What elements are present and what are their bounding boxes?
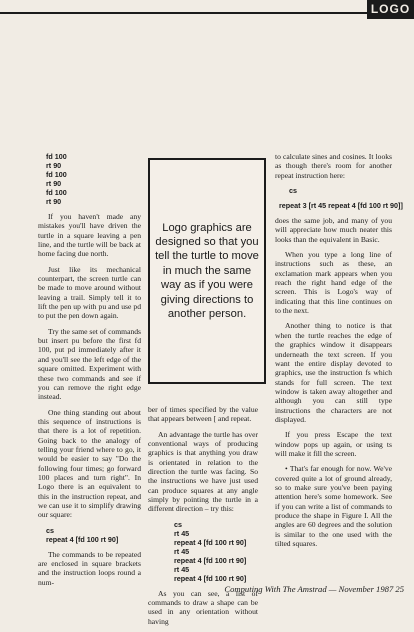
- code-listing-square: [46, 152, 141, 206]
- code-line: rt 90: [46, 197, 62, 206]
- section-badge: LOGO: [367, 0, 414, 19]
- paragraph: If you press Escape the text window pops up again, or using ts will make it fill the screen.: [275, 430, 392, 458]
- paragraph: to calculate sines and cosines. It looks as though there's room for another repeat instruction here:: [275, 152, 392, 180]
- pull-quote-text: Logo graphics are designed so that you tell the turtle to move in much the same way as if you were giving directions to another person.: [155, 221, 259, 321]
- paragraph: Try the same set of commands but insert pu before the first fd 100, put pd immediately after it and you'll see the left edge of the square omitted. Experiment with these two commands and see if you can remove the right edge instead.: [38, 326, 141, 402]
- paragraph: As you can see, a list of commands to draw a shape can be used in any orientation without having: [148, 588, 258, 626]
- code-line: fd 100: [46, 152, 67, 161]
- code-line: repeat 4 [fd 100 rt 90]: [174, 537, 247, 547]
- pull-quote-box: [148, 158, 266, 384]
- column-1: [38, 152, 141, 593]
- paragraph: Another thing to notice is that when the turtle reaches the edge of the graphics window it disappears underneath the text screen. If you want the entire display devoted to graphics, use the instruction fs which stands for full screen. The text window is taken away altogether and although you can still type instructions the characters are not displayed.: [275, 321, 392, 424]
- paragraph: The commands to be repeated are enclosed in square brackets and the instruction loops round a num-: [38, 549, 141, 587]
- page-number: 25: [395, 584, 404, 594]
- code-line: rt 45: [174, 528, 190, 538]
- code-line: rt 90: [46, 161, 62, 170]
- column-2: [148, 405, 258, 632]
- publication-credit: Computing With The Amstrad — November 1987: [224, 584, 394, 594]
- code-line: rt 45: [174, 564, 190, 574]
- page-footer: [224, 584, 404, 594]
- code-line: fd 100: [46, 188, 67, 197]
- code-line: repeat 3 [rt 45 repeat 4 [fd 100 rt 90]]: [279, 201, 403, 211]
- paragraph: • That's far enough for now. We've covered quite a lot of ground already, so to make sure you've been paying attention here's some homework. See if you can write a list of commands to produce the shape in Figure I. All the angles are 60 degrees and the solution is similar to the one used with the tilted squares.: [275, 464, 392, 549]
- code-nested-repeat: [275, 186, 403, 211]
- code-line: repeat 4 [fd 100 rt 90]: [174, 555, 247, 565]
- paragraph: If you haven't made any mistakes you'll have driven the turtle in a square leaving a pen line, and the turtle will be back at home facing due north.: [38, 212, 141, 259]
- paragraph: When you type a long line of instructions such as these, an exclamation mark appears when you reach the right hand edge of the screen. This is Logo's way of indicating that this line continues on to the next.: [275, 250, 392, 316]
- code-line: cs: [289, 186, 297, 196]
- code-line: cs: [174, 519, 182, 529]
- code-listing-rotated: [174, 520, 258, 583]
- paragraph: An advantage the turtle has over conventional ways of producing graphics is that anything you draw is orientated in relation to the direction the turtle was facing. So the instructions we have just used can produce squares at any angle simply by pointing the turtle in a different direction – try this:: [148, 429, 258, 514]
- paragraph: Just like its mechanical counterpart, the screen turtle can be made to move around without leaving a trail. Simply tell it to lift the pen up with pu and use pd to put the pen down again.: [38, 264, 141, 321]
- code-line: repeat 4 [fd 100 rt 90]: [46, 534, 119, 544]
- column-3: [275, 152, 403, 554]
- code-line: repeat 4 [fd 100 rt 90]: [174, 573, 247, 583]
- header-rule: [0, 12, 414, 14]
- code-line: rt 45: [174, 546, 190, 556]
- code-repeat-square: [46, 526, 141, 544]
- code-line: rt 90: [46, 179, 62, 188]
- code-line: fd 100: [46, 170, 67, 179]
- paragraph: ber of times specified by the value that appears between [ and repeat.: [148, 405, 258, 424]
- code-line: cs: [46, 525, 54, 535]
- paragraph: One thing standing out about this sequence of instructions is that there is a lot of repetition. Going back to the analogy of telling your friend where to go, it would be easier to say "Do the following four times; go forward 100 places and turn right". In Logo there is an equivalent to this in the instruction repeat, and we can use it to simplify drawing our square:: [38, 407, 141, 520]
- paragraph: does the same job, and many of you will appreciate how much neater this looks than the equivalent in Basic.: [275, 216, 392, 244]
